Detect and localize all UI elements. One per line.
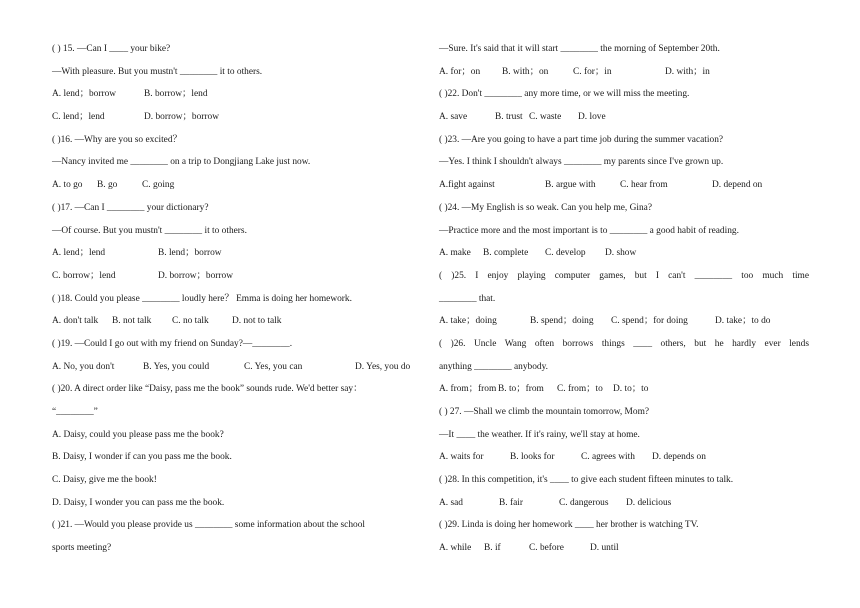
answer-option: C. going: [142, 180, 175, 191]
answer-option: D. to；to: [613, 384, 649, 395]
answer-option: D. delicious: [626, 497, 672, 508]
answer-option: C. before: [529, 543, 564, 554]
answer-option: A. to go: [52, 180, 83, 191]
text-line: B. Daisy, I wonder if can you pass me the book.: [52, 452, 232, 463]
text-line: ( )23. —Are you going to have a part time job during the summer vacation?: [439, 134, 724, 145]
answer-option: B. with；on: [502, 66, 549, 77]
answer-option: C. Yes, you can: [244, 361, 303, 372]
text-line: —It ____ the weather. If it's rainy, we'll stay at home.: [439, 429, 640, 440]
answer-option: A. while: [439, 543, 472, 554]
text-line: ( )24. —My English is so weak. Can you help me, Gina?: [439, 202, 652, 213]
answer-option: B. go: [97, 180, 118, 191]
answer-option: C. develop: [545, 248, 586, 259]
text-line: —Nancy invited me ________ on a trip to Dongjiang Lake just now.: [52, 157, 311, 168]
answer-option: C. no talk: [172, 316, 209, 327]
text-line: ( )19. —Could I go out with my friend on Sunday?—________.: [52, 338, 293, 349]
answer-option: B. borrow；lend: [144, 89, 208, 100]
options-line: [439, 384, 809, 407]
text-line: ( )29. Linda is doing her homework ____ her brother is watching TV.: [439, 520, 699, 531]
answer-option: D. borrow；borrow: [144, 112, 219, 123]
answer-option: C. agrees with: [581, 452, 635, 463]
answer-option: B. argue with: [545, 180, 596, 191]
answer-option: A. take；doing: [439, 316, 497, 327]
options-line: [439, 248, 809, 271]
options-line: [439, 316, 809, 339]
text-line: ( )18. Could you please ________ loudly here？ Emma is doing her homework.: [52, 293, 352, 304]
options-line: [52, 362, 424, 385]
options-line: [439, 112, 809, 135]
options-line: [52, 316, 424, 339]
answer-option: C. hear from: [620, 180, 668, 191]
answer-option: D. until: [590, 543, 619, 554]
answer-option: A. No, you don't: [52, 361, 115, 372]
left-column: [52, 44, 424, 566]
answer-option: B. lend；borrow: [158, 248, 222, 259]
text-line: ( )17. —Can I ________ your dictionary?: [52, 202, 209, 213]
options-line: [52, 248, 424, 271]
answer-option: A. save: [439, 112, 468, 123]
text-line: anything ________ anybody.: [439, 361, 549, 372]
answer-option: A. lend；lend: [52, 248, 106, 259]
text-line: ( ) 15. —Can I ____ your bike?: [52, 44, 171, 54]
answer-option: D. Yes, you do: [355, 361, 411, 372]
answer-option: C. for；in: [573, 66, 612, 77]
answer-option: C. waste: [529, 112, 562, 123]
answer-option: A. from；from: [439, 384, 497, 395]
text-line: —Yes. I think I shouldn't always ________ my parents since I've grown up.: [439, 157, 724, 168]
answer-option: D. depend on: [712, 180, 763, 191]
answer-option: D. borrow；borrow: [158, 270, 233, 281]
answer-option: D. show: [605, 248, 637, 259]
text-line: ( ) 27. —Shall we climb the mountain tomorrow, Mom?: [439, 407, 650, 417]
text-line: C. Daisy, give me the book!: [52, 475, 157, 486]
right-column: [439, 44, 809, 566]
options-line: [439, 67, 809, 90]
options-line: [439, 180, 809, 203]
answer-option: B. fair: [499, 497, 523, 508]
options-line: [52, 271, 424, 294]
answer-option: A. for；on: [439, 66, 481, 77]
answer-option: B. spend；doing: [530, 316, 594, 327]
answer-option: C. from；to: [557, 384, 603, 395]
text-line: ( )22. Don't ________ any more time, or we will miss the meeting.: [439, 89, 690, 100]
options-line: [52, 89, 424, 112]
answer-option: D. depends on: [652, 452, 706, 463]
options-line: [439, 452, 809, 475]
text-line: ( )28. In this competition, it's ____ to give each student fifteen minutes to talk.: [439, 475, 734, 486]
answer-option: B. Yes, you could: [143, 361, 210, 372]
options-line: [439, 498, 809, 521]
answer-option: C. dangerous: [559, 497, 609, 508]
answer-option: B. not talk: [112, 316, 152, 327]
answer-option: D. take；to do: [715, 316, 771, 327]
text-line: —With pleasure. But you mustn't ________ it to others.: [52, 66, 263, 77]
answer-option: C. lend；lend: [52, 112, 105, 123]
text-line: —Sure. It's said that it will start ________ the morning of September 20th.: [439, 44, 720, 54]
text-line: ( )26. Uncle Wang often borrows things ____ others, but he hardly ever lends: [439, 338, 809, 349]
answer-option: A. waits for: [439, 452, 484, 463]
text-line: ( )16. —Why are you so excited？: [52, 134, 182, 145]
text-line: A. Daisy, could you please pass me the book?: [52, 429, 224, 440]
options-line: [52, 180, 424, 203]
text-line: sports meeting?: [52, 543, 112, 554]
answer-option: B. if: [484, 543, 501, 554]
answer-option: C. borrow；lend: [52, 270, 116, 281]
answer-option: B. to；from: [498, 384, 544, 395]
text-line: —Practice more and the most important is to ________ a good habit of reading.: [439, 225, 739, 236]
answer-option: A. lend；borrow: [52, 89, 117, 100]
answer-option: B. looks for: [510, 452, 555, 463]
answer-option: A. don't talk: [52, 316, 99, 327]
answer-option: B. complete: [483, 248, 529, 259]
text-line: “________”: [52, 407, 98, 417]
answer-option: A. make: [439, 248, 471, 259]
options-line: [439, 543, 809, 566]
text-line: ( )20. A direct order like “Daisy, pass me the book” sounds rude. We'd better say：: [52, 384, 363, 395]
answer-option: B. trust: [495, 112, 523, 123]
options-line: [52, 112, 424, 135]
text-line: ________ that.: [439, 293, 496, 304]
text-line: —Of course. But you mustn't ________ it to others.: [52, 225, 247, 236]
answer-option: D. not to talk: [232, 316, 282, 327]
text-line: ( )21. —Would you please provide us ________ some information about the school: [52, 520, 365, 531]
text-line: D. Daisy, I wonder you can pass me the book.: [52, 497, 225, 508]
answer-option: C. spend；for doing: [611, 316, 688, 327]
answer-option: D. with；in: [665, 66, 710, 77]
answer-option: D. love: [578, 112, 606, 123]
text-line: ( )25. I enjoy playing computer games, but I can't ________ too much time: [439, 270, 809, 281]
answer-option: A.fight against: [439, 180, 495, 191]
answer-option: A. sad: [439, 497, 463, 508]
